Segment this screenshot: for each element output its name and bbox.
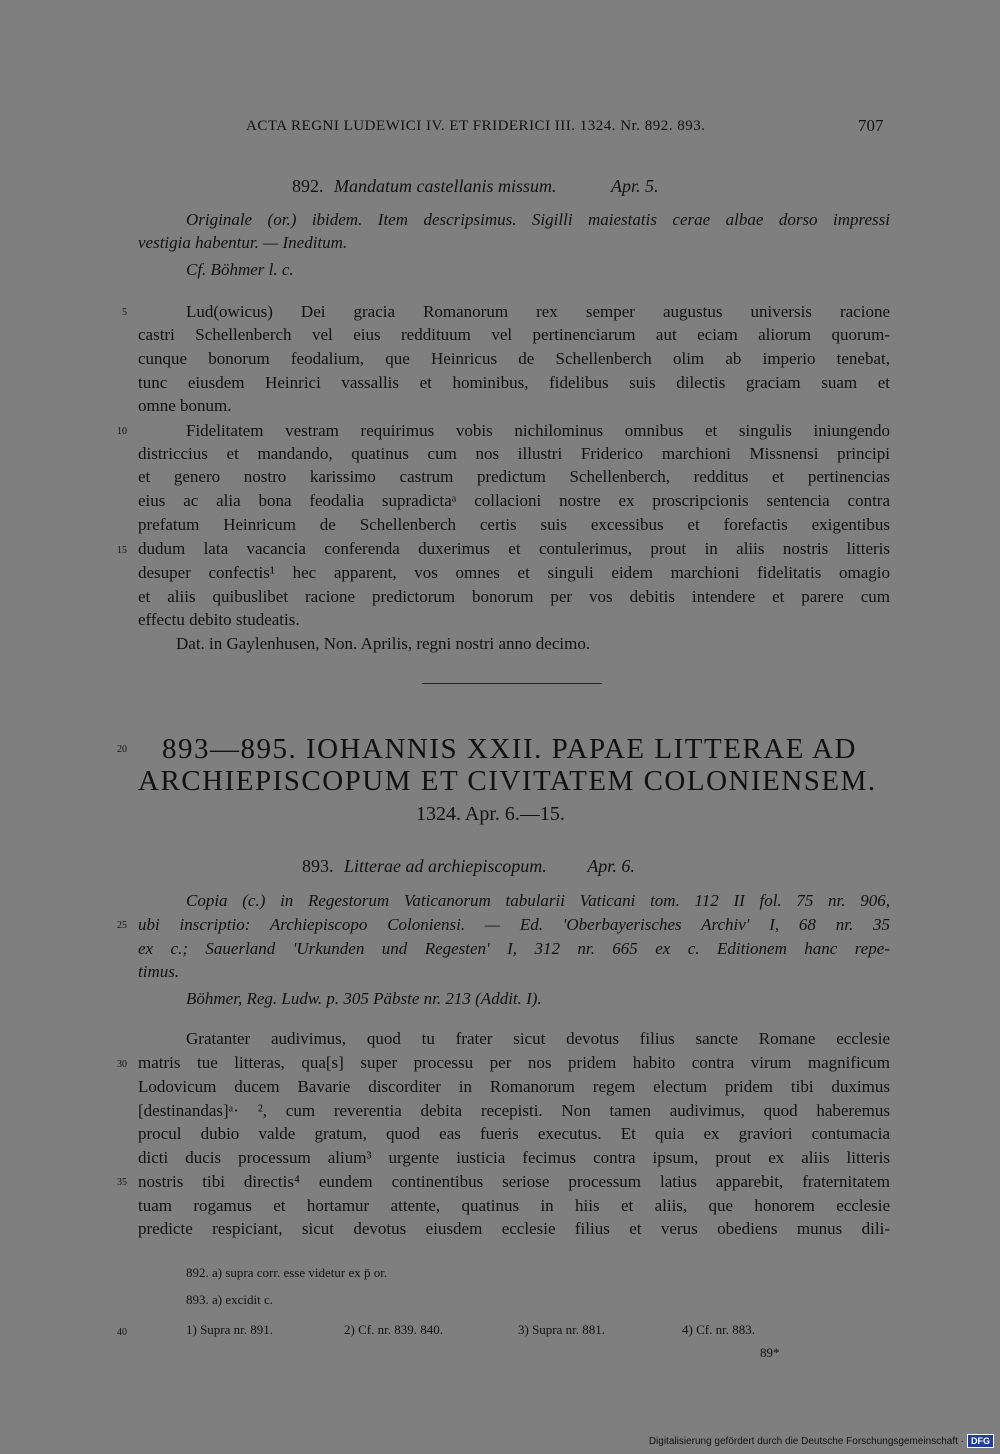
running-title: ACTA REGNI LUDEWICI IV. ET FRIDERICI III. 1324. Nr. 892. 893. — [246, 118, 706, 134]
doc-892-line: districcius et mandando, quatinus cum nos illustri Friderico marchioni Missnensi principi — [138, 444, 890, 463]
doc-893-source-3: ex c.; Sauerland 'Urkunden und Regesten' I, 312 nr. 665 ex c. Editionem hanc repe- — [138, 939, 890, 958]
line-number: 20 — [117, 744, 127, 755]
doc-893-line: Gratanter audivimus, quod tu frater sicut devotus filius sancte Romane ecclesie — [186, 1029, 890, 1048]
footnote-ref-4: 4) Cf. nr. 883. — [682, 1322, 755, 1337]
doc-893-line: Lodovicum ducem Bavarie discorditer in Romanorum regem electum pridem tibi duximus — [138, 1077, 890, 1096]
doc-893-line: dicti ducis processum alium³ urgente iusticia fecimus contra ipsum, prout ex aliis litteris — [138, 1148, 890, 1167]
doc-893-line: procul dubio valde gratum, quod eas fueris executus. Et quia ex graviori contumacia — [138, 1124, 890, 1143]
dfg-logo: DFG — [967, 1434, 994, 1448]
doc-892-dating: Dat. in Gaylenhusen, Non. Aprilis, regni nostri anno decimo. — [176, 634, 591, 653]
doc-893-source-2: ubi inscriptio: Archiepiscopo Coloniensi. — Ed. 'Oberbayerisches Archiv' I, 68 nr. 35 — [138, 915, 890, 934]
doc-892-line: dudum lata vacancia conferenda duxerimus et contulerimus, prout in aliis nostris litteris — [138, 539, 890, 558]
doc-892-line: cunque bonorum feodalium, que Heinricus de Schellenberch olim ab imperio tenebat, — [138, 349, 890, 368]
dfg-credit-text: Digitalisierung gefördert durch die Deutsche Forschungsgemeinschaft · — [648, 1435, 964, 1447]
section-separator — [422, 683, 602, 684]
footnote-ref-2: 2) Cf. nr. 839. 840. — [344, 1322, 443, 1337]
doc-892-line: prefatum Heinricum de Schellenberch certis suis excessibus et forefactis exigentibus — [138, 515, 890, 534]
line-number: 40 — [117, 1327, 127, 1338]
section-date: 1324. Apr. 6.—15. — [416, 803, 565, 825]
footnote-ref-1: 1) Supra nr. 891. — [186, 1322, 274, 1337]
doc-893-number: 893. — [302, 856, 334, 876]
doc-893-cf: Böhmer, Reg. Ludw. p. 305 Päbste nr. 213 (Addit. I). — [186, 989, 542, 1008]
doc-893-title-text: Litterae ad archiepiscopum. — [344, 856, 547, 876]
line-number: 5 — [122, 307, 127, 318]
doc-892-date: Apr. 5. — [611, 176, 659, 196]
doc-892-cf: Cf. Böhmer l. c. — [186, 260, 294, 279]
doc-893-line: matris tue litteras, qua[s] super processu per nos pridem habito contra virum magnificum — [138, 1053, 890, 1072]
section-heading-1: 893—895. IOHANNIS XXII. PAPAE LITTERAE AD — [162, 733, 857, 765]
line-number: 25 — [117, 920, 127, 931]
doc-892-line: desuper confectis¹ hec apparent, vos omnes et singuli eidem marchioni fidelitatis omagio — [138, 563, 890, 582]
doc-892-line: omne bonum. — [138, 396, 232, 415]
doc-893-date: Apr. 6. — [587, 856, 635, 876]
footnote-ref-3: 3) Supra nr. 881. — [518, 1322, 606, 1337]
doc-892-line: effectu debito studeatis. — [138, 610, 300, 629]
doc-892-source-1: Originale (or.) ibidem. Item descripsimus. Sigilli maiestatis cerae albae dorso impressi — [186, 210, 890, 229]
doc-893-source-1: Copia (c.) in Regestorum Vaticanorum tabularii Vaticani tom. 112 II fol. 75 nr. 906, — [186, 891, 890, 910]
doc-893-line: [destinandas]ᵃ· ², cum reverentia debita recepisti. Non tamen audivimus, quod haberemus — [138, 1101, 890, 1120]
doc-893-source-4: timus. — [138, 962, 180, 981]
doc-892-source-2: vestigia habentur. — Ineditum. — [138, 233, 348, 252]
doc-892-line: et genero nostro karissimo castrum predictum Schellenberch, redditus et pertinencias — [138, 467, 890, 486]
doc-892-title-text: Mandatum castellanis missum. — [334, 176, 557, 196]
section-heading-2: ARCHIEPISCOPUM ET CIVITATEM COLONIENSEM. — [138, 765, 877, 797]
line-number: 30 — [117, 1059, 127, 1070]
doc-892-number: 892. — [292, 176, 324, 196]
doc-892-line: Fidelitatem vestram requirimus vobis nichilominus omnibus et singulis iniungendo — [186, 421, 890, 440]
line-number: 35 — [117, 1177, 127, 1188]
footnote-892: 892. a) supra corr. esse videtur ex p̄ or. — [186, 1265, 388, 1280]
doc-893-title — [302, 856, 635, 877]
line-number: 15 — [117, 545, 127, 556]
doc-892-line: eius ac alia bona feodalia supradictaᵃ collacioni nostre ex proscripcionis sentencia contra — [138, 491, 890, 510]
line-number: 10 — [117, 426, 127, 437]
doc-893-line: nostris tibi directis⁴ eundem continentibus seriose processum latius apparebit, fraternitatem — [138, 1172, 890, 1191]
footnote-893: 893. a) excidit c. — [186, 1292, 273, 1307]
doc-893-line: predicte respiciant, sicut devotus eiusdem ecclesie filius et verus obediens munus dili- — [138, 1219, 890, 1238]
doc-892-line: Lud(owicus) Dei gracia Romanorum rex semper augustus universis racione — [186, 302, 890, 321]
dfg-credit — [649, 1434, 994, 1448]
doc-892-line: castri Schellenberch vel eius reddituum vel pertinenciarum aut eciam aliorum quorum- — [138, 325, 890, 344]
sheet-signature: 89* — [760, 1345, 780, 1360]
page-number: 707 — [858, 116, 884, 135]
doc-892-title — [292, 176, 659, 197]
doc-892-line: et aliis quibuslibet racione predictorum bonorum per vos debitis intendere et parere cum — [138, 587, 890, 606]
doc-892-line: tunc eiusdem Heinrici vassallis et hominibus, fidelibus suis dilectis graciam suam et — [138, 373, 890, 392]
doc-893-line: tuam rogamus et hortamur attente, quatinus in hiis et aliis, que honorem ecclesie — [138, 1196, 890, 1215]
